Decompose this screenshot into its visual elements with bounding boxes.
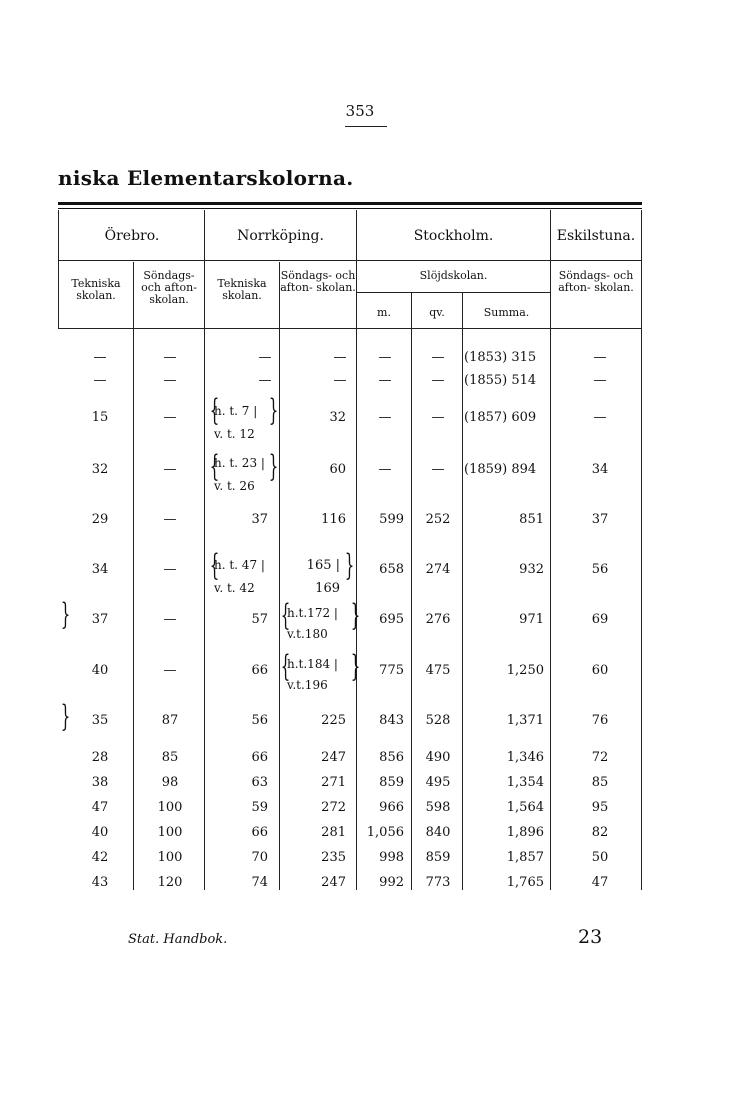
table-cell: — <box>333 350 347 365</box>
table-cell: — <box>163 373 177 388</box>
header-sondags-eskilstuna: Söndags- och afton- skolan. <box>558 269 634 294</box>
table-cell: 70 <box>251 850 268 865</box>
table-cell: 1,354 <box>506 775 544 790</box>
table-cell: 120 <box>157 875 183 890</box>
table-cell: — <box>258 350 272 365</box>
table-cell: 116 <box>321 512 346 527</box>
header-orebro: Örebro. <box>104 228 160 244</box>
header-summa: Summa. <box>483 306 530 319</box>
table-cell: — <box>378 462 392 477</box>
table-cell: 66 <box>251 663 268 678</box>
table-cell: 28 <box>91 750 109 765</box>
brace-left: { <box>280 649 291 684</box>
table-cell: (1853) 315 <box>464 350 537 365</box>
table-cell: 495 <box>425 775 451 790</box>
table-cell: 72 <box>591 750 609 765</box>
table-cell: (1855) 514 <box>464 373 537 388</box>
table-cell: 57 <box>251 612 268 627</box>
table-cell: 40 <box>91 825 109 840</box>
table-cell: 98 <box>161 775 179 790</box>
table-cell: 856 <box>379 750 404 765</box>
table-cell: 475 <box>425 663 451 678</box>
table-cell: 247 <box>321 875 346 890</box>
col-line-1 <box>133 262 134 890</box>
table-cell: 235 <box>321 850 346 865</box>
margin-brace: } <box>60 597 71 632</box>
table-cell: 95 <box>591 800 609 815</box>
table-cell: 272 <box>321 800 346 815</box>
table-cell: 843 <box>379 713 404 728</box>
table-cell: 40 <box>91 663 109 678</box>
header-slojdskolan: Slöjdskolan. <box>419 269 488 282</box>
table-cell: 165 | 169 <box>306 558 340 596</box>
table-cell: 599 <box>379 512 404 527</box>
col-line-7 <box>550 210 551 890</box>
table-cell: 85 <box>161 750 179 765</box>
table-cell: 859 <box>379 775 404 790</box>
table-cell: 82 <box>591 825 609 840</box>
table-cell: — <box>378 373 392 388</box>
table-cell: 274 <box>425 562 451 577</box>
table-cell: 247 <box>321 750 346 765</box>
header-divider <box>58 260 642 261</box>
table-cell: — <box>593 350 607 365</box>
table-cell: 598 <box>425 800 451 815</box>
table-cell: 1,857 <box>506 850 544 865</box>
table-cell: 1,371 <box>506 713 544 728</box>
brace-left: { <box>280 598 291 633</box>
table-cell: 992 <box>379 875 404 890</box>
table-cell: 1,564 <box>506 800 544 815</box>
header-tekniska-norrkoping: Tekniska skolan. <box>217 277 267 302</box>
table-cell: 528 <box>425 713 451 728</box>
header-m: m. <box>377 306 391 319</box>
table-cell: 87 <box>161 713 179 728</box>
page-number-rule <box>345 126 387 127</box>
table-cell: — <box>378 350 392 365</box>
table-cell: 100 <box>157 800 183 815</box>
table-cell: 695 <box>379 612 404 627</box>
table-cell: 29 <box>91 512 109 527</box>
brace-right: } <box>350 598 361 633</box>
table-cell: — <box>163 663 177 678</box>
table-cell: 59 <box>251 800 268 815</box>
table-cell: 1,765 <box>506 875 544 890</box>
col-line-6 <box>462 293 463 890</box>
table-cell: 971 <box>519 612 544 627</box>
table-cell: — <box>163 410 177 425</box>
table-cell: — <box>593 410 607 425</box>
table-cell: 37 <box>591 512 609 527</box>
table-cell: 271 <box>321 775 346 790</box>
table-cell: 1,250 <box>506 663 544 678</box>
header-bottom-rule <box>58 328 642 329</box>
table-cell: 775 <box>379 663 404 678</box>
header-sondags-norrkoping: Söndags- och afton- skolan. <box>280 269 356 294</box>
table-cell: 43 <box>91 875 109 890</box>
table-cell: (1857) 609 <box>464 410 537 425</box>
brace-left: { <box>209 449 220 484</box>
table-cell: 840 <box>425 825 451 840</box>
slojd-divider <box>356 292 550 293</box>
col-line-5 <box>411 293 412 890</box>
table-cell: 1,056 <box>366 825 404 840</box>
table-cell: 37 <box>91 612 109 627</box>
col-line-right <box>641 210 642 890</box>
table-cell: 37 <box>251 512 268 527</box>
table-cell: 69 <box>591 612 609 627</box>
header-eskilstuna: Eskilstuna. <box>556 228 636 244</box>
table-cell: 66 <box>251 750 268 765</box>
table-cell: 966 <box>379 800 404 815</box>
footer-source: Stat. Handbok. <box>128 932 228 947</box>
table-cell: — <box>258 373 272 388</box>
table-cell: — <box>163 462 177 477</box>
table-cell: — <box>378 410 392 425</box>
header-qv: qv. <box>429 306 445 319</box>
table-cell: — <box>93 373 107 388</box>
margin-brace: } <box>60 699 71 734</box>
table-cell: 47 <box>91 800 109 815</box>
table-cell: 50 <box>591 850 609 865</box>
table-cell: 773 <box>425 875 451 890</box>
table-cell: 15 <box>91 410 109 425</box>
table-cell: 1,346 <box>506 750 544 765</box>
brace-right: } <box>344 548 355 583</box>
table-cell: 56 <box>591 562 609 577</box>
header-stockholm: Stockholm. <box>413 228 494 244</box>
table-cell: 225 <box>321 713 346 728</box>
table-cell: 658 <box>379 562 404 577</box>
table-cell: h.t.172 | v.t.180 <box>287 606 338 641</box>
col-line-left <box>58 210 59 328</box>
table-cell: 1,896 <box>506 825 544 840</box>
table-cell: h. t. 47 | v. t. 42 <box>214 558 265 595</box>
col-line-2 <box>204 210 205 890</box>
table-cell: — <box>163 512 177 527</box>
brace-left: { <box>209 548 220 583</box>
table-cell: 32 <box>91 462 109 477</box>
table-cell: h. t. 7 | v. t. 12 <box>214 404 258 441</box>
table-cell: 34 <box>591 462 609 477</box>
table-cell: 76 <box>591 713 609 728</box>
brace-right: } <box>268 449 279 484</box>
header-norrkoping: Norrköping. <box>237 228 324 244</box>
table-cell: 35 <box>91 713 109 728</box>
table-cell: 32 <box>329 410 346 425</box>
table-cell: — <box>163 562 177 577</box>
table-cell: — <box>163 612 177 627</box>
table-cell: 74 <box>251 875 268 890</box>
page-number: 353 <box>345 102 375 120</box>
table-cell: 63 <box>251 775 268 790</box>
table-cell: 60 <box>329 462 346 477</box>
table-cell: 859 <box>425 850 451 865</box>
table-cell: 66 <box>251 825 268 840</box>
table-cell: h. t. 23 | v. t. 26 <box>214 456 265 493</box>
table-cell: — <box>333 373 347 388</box>
table-cell: 85 <box>591 775 609 790</box>
table-cell: — <box>163 350 177 365</box>
table-cell: (1859) 894 <box>464 462 537 477</box>
page-title: niska Elementarskolorna. <box>58 166 354 190</box>
table-cell: 47 <box>591 875 609 890</box>
table-cell: 932 <box>519 562 544 577</box>
brace-left: { <box>209 393 220 428</box>
top-rule-thin <box>58 208 642 209</box>
table-cell: h.t.184 | v.t.196 <box>287 657 338 692</box>
table-cell: — <box>431 462 445 477</box>
brace-right: } <box>350 649 361 684</box>
table-cell: 100 <box>157 850 183 865</box>
table-cell: 281 <box>321 825 346 840</box>
footer-signature: 23 <box>578 926 603 948</box>
table-cell: — <box>431 373 445 388</box>
brace-right: } <box>268 393 279 428</box>
header-tekniska-orebro: Tekniska skolan. <box>71 277 121 302</box>
table-cell: 276 <box>425 612 451 627</box>
table-cell: 60 <box>591 663 609 678</box>
table-cell: — <box>431 350 445 365</box>
top-rule-thick <box>58 202 642 205</box>
table-cell: 42 <box>91 850 109 865</box>
table-cell: 34 <box>91 562 109 577</box>
table-cell: 56 <box>251 713 268 728</box>
table-cell: — <box>593 373 607 388</box>
table-cell: 490 <box>425 750 451 765</box>
table-cell: 252 <box>425 512 451 527</box>
table-cell: 998 <box>379 850 404 865</box>
table-cell: 851 <box>519 512 544 527</box>
header-sondags-orebro: Söndags- och afton- skolan. <box>141 269 197 306</box>
table-cell: 100 <box>157 825 183 840</box>
table-cell: — <box>93 350 107 365</box>
table-cell: — <box>431 410 445 425</box>
table-cell: 38 <box>91 775 109 790</box>
